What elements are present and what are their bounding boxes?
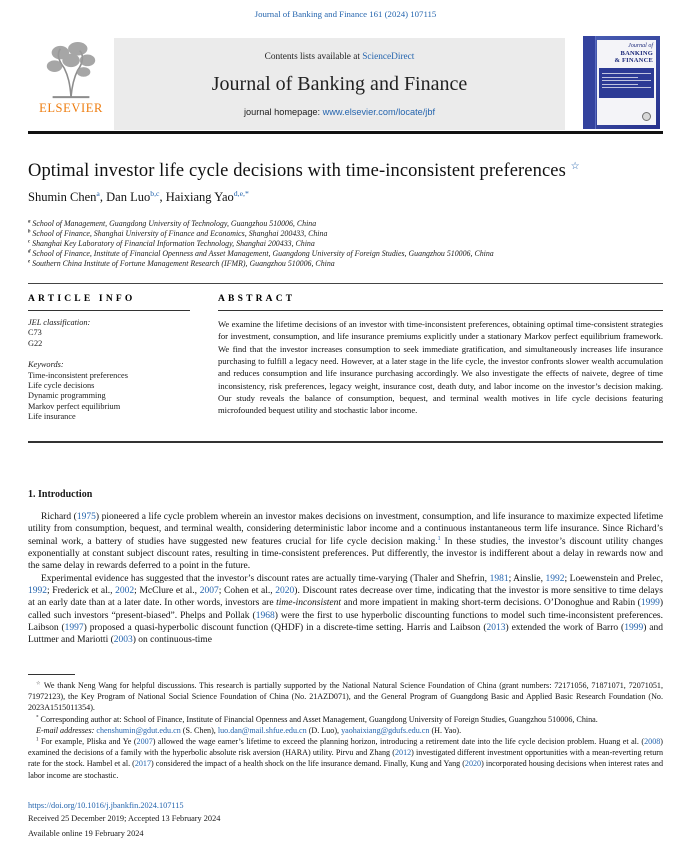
text-segment: , bbox=[99, 190, 107, 204]
citation-link[interactable]: 2012 bbox=[394, 748, 412, 758]
citation-link[interactable]: 1968 bbox=[255, 610, 275, 621]
text-segment: Haixiang Yao bbox=[165, 190, 234, 204]
footnote-divider bbox=[28, 674, 75, 675]
text-segment: ) examined the decisions of a family with the hyperbolic absolute risk aversion (HARA) utility. Pirvu and Zhang ( bbox=[28, 737, 663, 758]
text-segment: (H. Yao). bbox=[429, 725, 462, 735]
affiliation-text: School of Management, Guangdong University of Technology, Guangzhou 510006, China bbox=[30, 219, 317, 228]
citation-link[interactable]: 2002 bbox=[115, 586, 135, 597]
keyword-item: Dynamic programming bbox=[28, 391, 106, 401]
keyword-item: Life insurance bbox=[28, 412, 76, 422]
text-segment: ) pioneered a life cycle problem wherein an investor makes decisions on investment, consumption, and life insurance to maximize expected lifetime utility from consumption, bequest, and terminal wealth, considering deterministic labor income and a continuous instantaneous term life insurance. Since Richard’s seminal work, a battery of studies have suggested new features crucial for life cycle decision making. bbox=[28, 512, 663, 547]
text-segment: ) allowed the wage earner’s lifetime to exceed the planning horizon, introducing a retirement date into the life cycle decision problem. Huang et al. ( bbox=[152, 737, 645, 747]
affiliation-label: a bbox=[28, 219, 31, 225]
affiliation-item bbox=[28, 219, 653, 229]
footnotes-block bbox=[28, 680, 663, 781]
text-segment: Richard ( bbox=[41, 512, 77, 522]
text-segment: Experimental evidence has suggested that the investor’s discount rates are actually time-varying (Thaler and Shefrin, bbox=[41, 573, 490, 584]
contents-line bbox=[265, 52, 415, 62]
title-block bbox=[28, 161, 653, 269]
cover-title-line1: Journal of bbox=[628, 43, 653, 49]
text-segment: (S. Chen), bbox=[180, 725, 218, 735]
cover-emblem-icon bbox=[642, 112, 651, 121]
text-segment: ). Discount rates decrease over time, indicating that the investor is more sensitive to time delays at an early date than at a later date. In other words, investors are bbox=[28, 586, 663, 609]
decorative-line bbox=[602, 73, 651, 74]
citation-link[interactable]: 1999 bbox=[624, 623, 644, 634]
text-segment: time-inconsistent bbox=[276, 598, 342, 609]
homepage-prefix: journal homepage: bbox=[243, 106, 323, 117]
section-divider bbox=[28, 441, 663, 443]
footnote-corresponding-author bbox=[28, 714, 663, 725]
citation-link[interactable]: 2003 bbox=[113, 635, 133, 646]
citation-link[interactable]: 1999 bbox=[640, 598, 660, 609]
header-divider bbox=[28, 131, 663, 134]
author-line bbox=[28, 190, 653, 205]
decorative-line bbox=[602, 84, 638, 85]
keywords-label: Keywords: bbox=[28, 360, 64, 370]
section-heading-introduction: 1. Introduction bbox=[28, 489, 93, 500]
running-head-citation[interactable]: Journal of Banking and Finance 161 (2024) 107115 bbox=[254, 9, 437, 19]
email-link[interactable]: chenshumin@gdut.edu.cn bbox=[96, 725, 181, 735]
citation-link[interactable]: 2017 bbox=[134, 759, 152, 769]
citation-link[interactable]: 1992 bbox=[545, 573, 565, 584]
text-segment: ) incorporated housing decisions when interest rates and labor income are stochastic. bbox=[28, 759, 664, 780]
citation-link[interactable]: 2007 bbox=[136, 737, 153, 747]
affiliation-item bbox=[28, 239, 653, 249]
elsevier-wordmark: ELSEVIER bbox=[39, 101, 103, 115]
footnote-1 bbox=[28, 736, 663, 781]
email-link[interactable]: yaohaixiang@gdufs.edu.cn bbox=[341, 725, 430, 735]
text-segment: ) called such investors “present-biased”. Phelps and Pollak ( bbox=[28, 598, 663, 621]
affiliation-label: b bbox=[28, 229, 31, 235]
journal-cover-thumbnail[interactable] bbox=[583, 36, 660, 129]
jel-label: JEL classification: bbox=[28, 318, 91, 327]
cover-spine-strip bbox=[583, 36, 596, 129]
text-segment: * bbox=[36, 714, 39, 720]
text-segment: ) on continuous-time bbox=[132, 635, 212, 646]
abstract-heading: ABSTRACT bbox=[218, 294, 663, 311]
text-segment: ) investigated different investment opportunities with a mean-reverting return rate for the stock. Hambel et al. ( bbox=[28, 748, 663, 769]
citation-link[interactable]: 1992 bbox=[28, 586, 47, 597]
text-segment: For example, Pliska and Ye ( bbox=[38, 737, 137, 747]
affiliation-item bbox=[28, 229, 653, 239]
author-affiliation-ref[interactable]: b,c bbox=[150, 188, 160, 198]
abstract-text: We examine the lifetime decisions of an investor with time-inconsistent preferences, obtaining optimal time-consistent strategies for investment, consumption, and life insurance premiums explicitly under a stationary Markov perfect equilibrium framework. We find that the investor increases consumption to seek immediate gratification, and simultaneously increases life insurance purchasing to fulfill a legacy need. However, at a later stage in the life cycle, the investor confronts slower wealth accumulation and reduces consumption and life insurance purchasing accordingly. We also investigate the effects of naivete, degree of time inconsistency, risk preferences, legacy weight, insurance cost, death duty, and labor income on the investor’s decision making. Our study reveals the balance of consumption, bequest, and terminal wealth motives in life cycle decisions featuring microfounded bequest utility and stochastic labor income. bbox=[218, 319, 663, 416]
text-segment: ) considered the impact of a health shock on the life insurance demand. Finally, Kung and Yang ( bbox=[151, 759, 465, 769]
affiliation-item bbox=[28, 249, 653, 259]
cover-title-line2: BANKING bbox=[620, 49, 653, 57]
affiliation-text: School of Finance, Institute of Financial Openness and Asset Management, Guangdong University of Foreign Studies, Guangzhou 510006, China bbox=[30, 249, 494, 258]
footnote-acknowledgment bbox=[28, 680, 663, 714]
elsevier-logo[interactable] bbox=[28, 38, 114, 130]
citation-link[interactable]: 2007 bbox=[199, 586, 219, 597]
text-segment: ) proposed a quasi-hyperbolic discount function (QHDF) in a discrete-time setting. Harris and Laibson ( bbox=[83, 623, 487, 634]
received-accepted-dates: Received 25 December 2019; Accepted 13 February 2024 bbox=[28, 813, 221, 823]
citation-link[interactable]: 1975 bbox=[76, 512, 96, 522]
text-segment: (D. Luo), bbox=[306, 725, 342, 735]
section-divider bbox=[28, 283, 663, 284]
text-segment: E-mail addresses: bbox=[36, 725, 97, 735]
affiliation-label: c bbox=[28, 239, 31, 245]
citation-link[interactable]: 2013 bbox=[486, 623, 506, 634]
citation-link[interactable]: 2020 bbox=[275, 586, 295, 597]
keyword-item: Markov perfect equilibrium bbox=[28, 401, 121, 411]
author-affiliation-ref[interactable]: d,e,* bbox=[233, 188, 249, 198]
affiliation-label: e bbox=[28, 259, 31, 265]
doi-link[interactable]: https://doi.org/10.1016/j.jbankfin.2024.107115 bbox=[28, 801, 184, 810]
text-segment: ; Ainslie, bbox=[508, 573, 546, 584]
article-title-text: Optimal investor life cycle decisions with time-inconsistent preferences bbox=[28, 161, 566, 181]
homepage-line bbox=[244, 107, 435, 117]
available-online-date: Available online 19 February 2024 bbox=[28, 829, 144, 838]
text-segment: Corresponding author at: School of Finance, Institute of Financial Openness and Asset Management, Guangdong University of Foreign Studies, Guangzhou 510006, China. bbox=[38, 714, 598, 724]
jel-code: G22 bbox=[28, 338, 43, 348]
journal-homepage-link[interactable]: www.elsevier.com/locate/jbf bbox=[322, 106, 435, 117]
text-segment: ) extended the work of Barro ( bbox=[505, 623, 625, 634]
journal-banner bbox=[28, 38, 565, 130]
cover-title-line3: & FINANCE bbox=[614, 56, 653, 64]
jel-code: C73 bbox=[28, 328, 42, 338]
text-segment: ; Frederick et al., bbox=[47, 586, 116, 597]
text-segment: 1 bbox=[36, 737, 39, 743]
text-segment: Shumin Chen bbox=[28, 190, 97, 204]
info-abstract-block bbox=[28, 294, 663, 423]
intro-paragraph-2 bbox=[28, 573, 663, 647]
text-segment: ; Cohen et al., bbox=[218, 586, 276, 597]
affiliations-list bbox=[28, 219, 653, 269]
text-segment: ) and Luttmer and Mariotti ( bbox=[28, 623, 663, 646]
decorative-line bbox=[602, 77, 638, 78]
title-footnote-star[interactable]: ☆ bbox=[570, 160, 580, 172]
decorative-line bbox=[602, 87, 651, 88]
banner-center bbox=[114, 38, 565, 130]
article-info-body bbox=[28, 318, 190, 423]
introduction-section bbox=[28, 489, 663, 671]
affiliation-label: d bbox=[28, 249, 31, 255]
cover-panel bbox=[597, 40, 656, 125]
text-segment: ) were the first to use hyperbolic discounting functions to model such time-inconsistent preferences. Laibson ( bbox=[28, 610, 663, 634]
text-segment: Dan Luo bbox=[106, 190, 151, 204]
text-segment: , bbox=[159, 190, 166, 204]
text-segment: and more impatient in making short-term decisions. O’Donoghue and Rabin ( bbox=[341, 598, 641, 609]
article-info-heading: ARTICLE INFO bbox=[28, 294, 190, 311]
citation-link[interactable]: 2008 bbox=[644, 737, 661, 747]
affiliation-text: Southern China Institute of Fortune Management Research (IFMR), Guangzhou 510006, China bbox=[30, 259, 335, 268]
footnote-ref[interactable]: 1 bbox=[437, 535, 441, 542]
article-footer-meta bbox=[28, 800, 663, 841]
affiliation-item bbox=[28, 259, 653, 269]
footnote-email-addresses bbox=[28, 725, 663, 736]
abstract-column bbox=[218, 294, 663, 423]
contents-line-text: Contents lists available at bbox=[264, 51, 363, 62]
citation-link[interactable]: 1997 bbox=[64, 623, 84, 634]
elsevier-tree-icon bbox=[28, 41, 114, 101]
decorative-line bbox=[602, 80, 651, 81]
citation-link[interactable]: 2020 bbox=[464, 759, 482, 769]
email-link[interactable]: luo.dan@mail.shfue.edu.cn bbox=[217, 725, 307, 735]
keyword-item: Life cycle decisions bbox=[28, 381, 95, 391]
cover-title bbox=[597, 40, 656, 64]
affiliation-text: Shanghai Key Laboratory of Financial Information Technology, Shanghai 200433, China bbox=[30, 239, 315, 248]
affiliation-text: School of Finance, Shanghai University of Finance and Economics, Shanghai 200433, China bbox=[30, 229, 328, 238]
article-title bbox=[28, 161, 653, 182]
text-segment: ; McClure et al., bbox=[134, 586, 200, 597]
citation-link[interactable]: 1981 bbox=[489, 573, 509, 584]
journal-title: Journal of Banking and Finance bbox=[211, 72, 468, 95]
text-segment: We thank Neng Wang for helpful discussions. This research is partially supported by the National Natural Science Foundation of China (grant numbers: 72171056, 71871071, 72071051, 71972123), the Key Program of National Social Science Foundation of China (No. 21AZD071), and the General Program of Guangdong Basic and Applied Basic Research Foundation (No. 2023A1515011354). bbox=[28, 681, 663, 713]
text-segment: In these studies, the investor’s discount utility changes exponentially at constant subject discount rates, resulting in time-consistent preferences. Put differently, the investor is indifferent about a delay in rewards now and the same delay in rewards deferred to a point in the future. bbox=[28, 536, 663, 572]
article-info-column bbox=[28, 294, 190, 423]
intro-paragraph-1 bbox=[28, 511, 663, 573]
text-segment: ☆ bbox=[36, 681, 42, 687]
keyword-item: Time-inconsistent preferences bbox=[28, 370, 128, 380]
text-segment: ; Loewenstein and Prelec, bbox=[564, 573, 663, 584]
cover-article-list-band bbox=[599, 68, 654, 98]
sciencedirect-link[interactable]: ScienceDirect bbox=[362, 51, 415, 62]
author-affiliation-ref[interactable]: a bbox=[96, 188, 100, 198]
